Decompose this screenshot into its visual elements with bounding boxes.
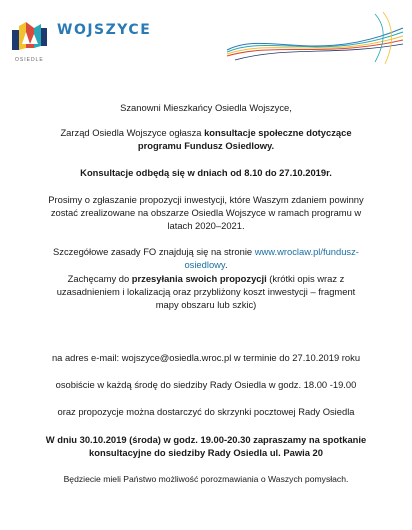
encourage-line-3: mapy obszaru lub szkic)	[155, 299, 257, 310]
logo-text: WOJSZYCE	[57, 22, 152, 38]
decorative-swoosh-icon	[225, 10, 405, 70]
announcement-line-2: programu Fundusz Osiedlowy.	[137, 140, 275, 151]
method-email: na adres e-mail: wojszyce@osiedla.wroc.pl w terminie do 27.10.2019 roku	[51, 352, 361, 363]
rules-suffix: .	[224, 259, 228, 270]
proposal-line-3: latach 2020–2021.	[167, 220, 245, 231]
wojszyce-logo-icon	[10, 18, 50, 54]
rules-text: Szczegółowe zasady FO znajdują się na stronie	[53, 246, 255, 257]
method-mailbox: oraz propozycje można dostarczyć do skrzynki pocztowej Rady Osiedla	[57, 406, 355, 417]
announcement-line-1	[0, 126, 412, 139]
rules-line-2	[0, 258, 412, 271]
consultation-dates: Konsultacje odbędą się w dniach od 8.10 do 27.10.2019r.	[80, 167, 332, 178]
announcement-text: Zarząd Osiedla Wojszyce ogłasza	[60, 127, 205, 138]
meeting-line-2: konsultacyjne do siedziby Rady Osiedla ul. Pawia 20	[89, 447, 323, 458]
header	[0, 0, 412, 75]
fundusz-link[interactable]: www.wroclaw.pl/fundusz-	[254, 246, 359, 257]
encourage-bold: przesyłania swoich propozycji	[131, 273, 267, 284]
encourage-line-1	[0, 272, 412, 285]
encourage-text: Zachęcamy do	[67, 273, 132, 284]
fundusz-link-cont[interactable]: osiedlowy	[184, 259, 225, 270]
announcement-bold: konsultacje społeczne dotyczące	[204, 127, 352, 138]
proposal-line-2: zostać zrealizowane na obszarze Osiedla Wojszyce w ramach programu w	[50, 207, 362, 218]
meeting-line-1: W dniu 30.10.2019 (środa) w godz. 19.00-20.30 zapraszamy na spotkanie	[45, 434, 367, 445]
proposal-line-1: Prosimy o zgłaszanie propozycji inwestycji, które Waszym zdaniem powinny	[48, 194, 364, 205]
logo-subtext: OSIEDLE	[15, 57, 44, 63]
rules-line-1	[0, 245, 412, 258]
greeting: Szanowni Mieszkańcy Osiedla Wojszyce,	[120, 102, 292, 113]
encourage-rest: (krótki opis wraz z	[266, 273, 345, 284]
method-in-person: osobiście w każdą środę do siedziby Rady Osiedla w godz. 18.00 -19.00	[55, 379, 357, 390]
closing: Będziecie mieli Państwo możliwość porozmawiania o Waszych pomysłach.	[63, 474, 349, 484]
encourage-line-2: uzasadnieniem i lokalizacją oraz przybliżony koszt inwestycji – fragment	[56, 286, 356, 297]
